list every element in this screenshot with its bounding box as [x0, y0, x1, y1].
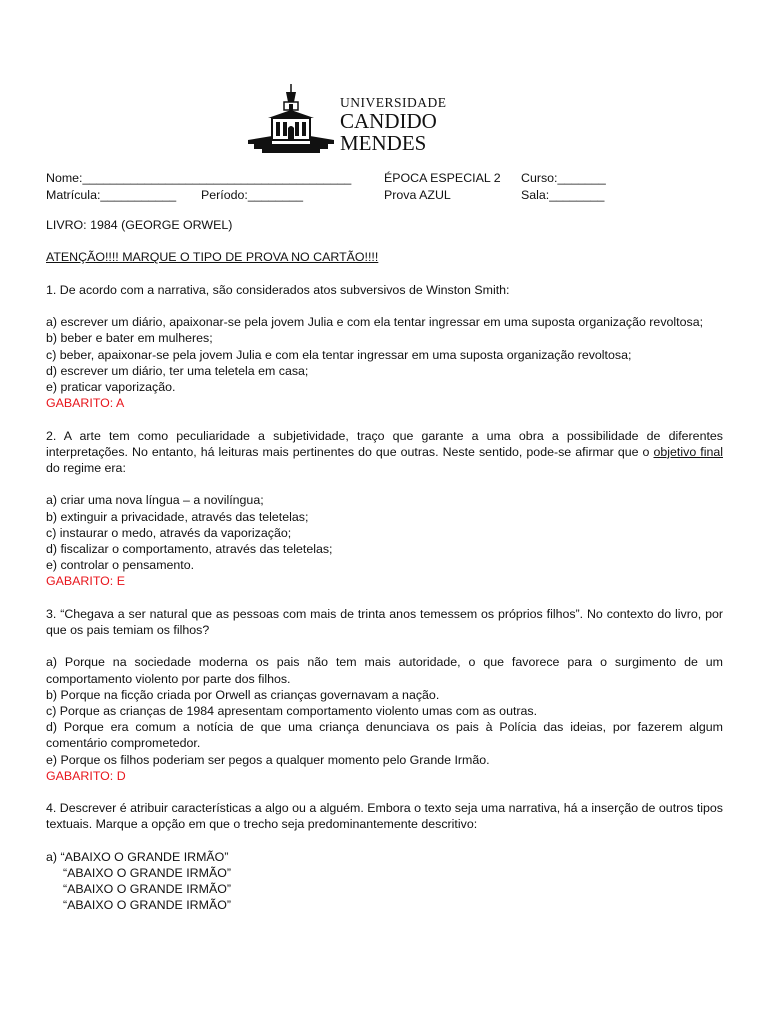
- q2-option-c[interactable]: c) instaurar o medo, através da vaporização;: [46, 525, 292, 540]
- q1-option-e[interactable]: e) praticar vaporização.: [46, 379, 176, 394]
- logo-line-2: CANDIDO: [340, 108, 437, 133]
- q4-option-a-line-1[interactable]: a) “ABAIXO O GRANDE IRMÃO”: [46, 849, 229, 864]
- q4-option-a-line-2: “ABAIXO O GRANDE IRMÃO”: [63, 865, 231, 880]
- book-title: LIVRO: 1984 (GEORGE ORWEL): [46, 218, 233, 232]
- q1-option-b[interactable]: b) beber e bater em mulheres;: [46, 331, 213, 346]
- exam-period-label: ÉPOCA ESPECIAL 2: [384, 171, 501, 185]
- logo-line-3: MENDES: [340, 130, 427, 155]
- q1-option-d[interactable]: d) escrever um diário, ter uma teletela em casa;: [46, 363, 309, 378]
- q2-option-d[interactable]: d) fiscalizar o comportamento, através das teletelas;: [46, 541, 333, 556]
- q4-option-a-line-3: “ABAIXO O GRANDE IRMÃO”: [63, 882, 231, 897]
- q3-option-c[interactable]: c) Porque as crianças de 1984 apresentam comportamento violento umas com as outras.: [46, 703, 538, 718]
- q2-option-b[interactable]: b) extinguir a privacidade, através das teletelas;: [46, 509, 309, 524]
- q3-option-d[interactable]: d) Porque era comum a notícia de que uma criança denunciava os pais à Polícia das ideias, por fazerem algum comentário comprometedor.: [46, 720, 723, 751]
- course-field[interactable]: Curso:_______: [521, 171, 606, 185]
- q3-option-a[interactable]: a) Porque na sociedade moderna os pais não tem mais autoridade, o que favorece para o surgimento de um comportamento violento por parte dos filhos.: [46, 655, 723, 686]
- name-field[interactable]: Nome:_______________________________________: [46, 171, 352, 185]
- question-3: 3. “Chegava a ser natural que as pessoas com mais de trinta anos temessem os próprios filhos”. No contexto do livro, por que os pais temiam os filhos?: [46, 606, 723, 637]
- q2-text-start: 2. A arte tem como peculiaridade a subjetividade, traço que garante a uma obra a possibilidade de diferentes interpretações. No entanto, há leituras mais pertinentes do que outras. Neste sentido, pode-se afirmar que o: [46, 428, 723, 459]
- q2-option-a[interactable]: a) criar uma nova língua – a novilíngua;: [46, 493, 264, 508]
- question-4: 4. Descrever é atribuir características a algo ou a alguém. Embora o texto seja uma narrativa, há a inserção de outros tipos textuais. Marque a opção em que o trecho seja predominantemente descritivo:: [46, 801, 723, 832]
- q2-option-e[interactable]: e) controlar o pensamento.: [46, 558, 195, 573]
- q2-underlined-term: objetivo final: [653, 444, 723, 459]
- q1-option-a[interactable]: a) escrever um diário, apaixonar-se pela jovem Julia e com ela tentar ingressar em uma suposta organização revoltosa;: [46, 315, 704, 330]
- university-name: [340, 96, 447, 154]
- logo-line-1: UNIVERSIDADE: [340, 95, 447, 110]
- period-field[interactable]: Período:________: [201, 188, 303, 202]
- question-2: [46, 428, 723, 477]
- room-field[interactable]: Sala:________: [521, 188, 605, 202]
- q1-answer-key: GABARITO: A: [46, 396, 125, 411]
- exam-content: [46, 217, 723, 914]
- q2-text-end: do regime era:: [46, 460, 126, 475]
- registration-field[interactable]: Matrícula:___________: [46, 188, 177, 202]
- university-logo: [246, 82, 486, 158]
- exam-header: [46, 170, 726, 204]
- q3-option-b[interactable]: b) Porque na ficção criada por Orwell as crianças governavam a nação.: [46, 687, 440, 702]
- building-emblem-icon: [246, 82, 336, 158]
- exam-type-label: Prova AZUL: [384, 188, 451, 202]
- q1-option-c[interactable]: c) beber, apaixonar-se pela jovem Julia e com ela tentar ingressar em uma suposta organização revoltosa;: [46, 347, 632, 362]
- q2-answer-key: GABARITO: E: [46, 574, 125, 589]
- q3-answer-key: GABARITO: D: [46, 768, 126, 783]
- q4-option-a-line-4: “ABAIXO O GRANDE IRMÃO”: [63, 898, 231, 913]
- q3-option-e[interactable]: e) Porque os filhos poderiam ser pegos a qualquer momento pelo Grande Irmão.: [46, 752, 490, 767]
- question-1: 1. De acordo com a narrativa, são considerados atos subversivos de Winston Smith:: [46, 282, 510, 297]
- attention-notice: ATENÇÃO!!!! MARQUE O TIPO DE PROVA NO CARTÃO!!!!: [46, 250, 379, 265]
